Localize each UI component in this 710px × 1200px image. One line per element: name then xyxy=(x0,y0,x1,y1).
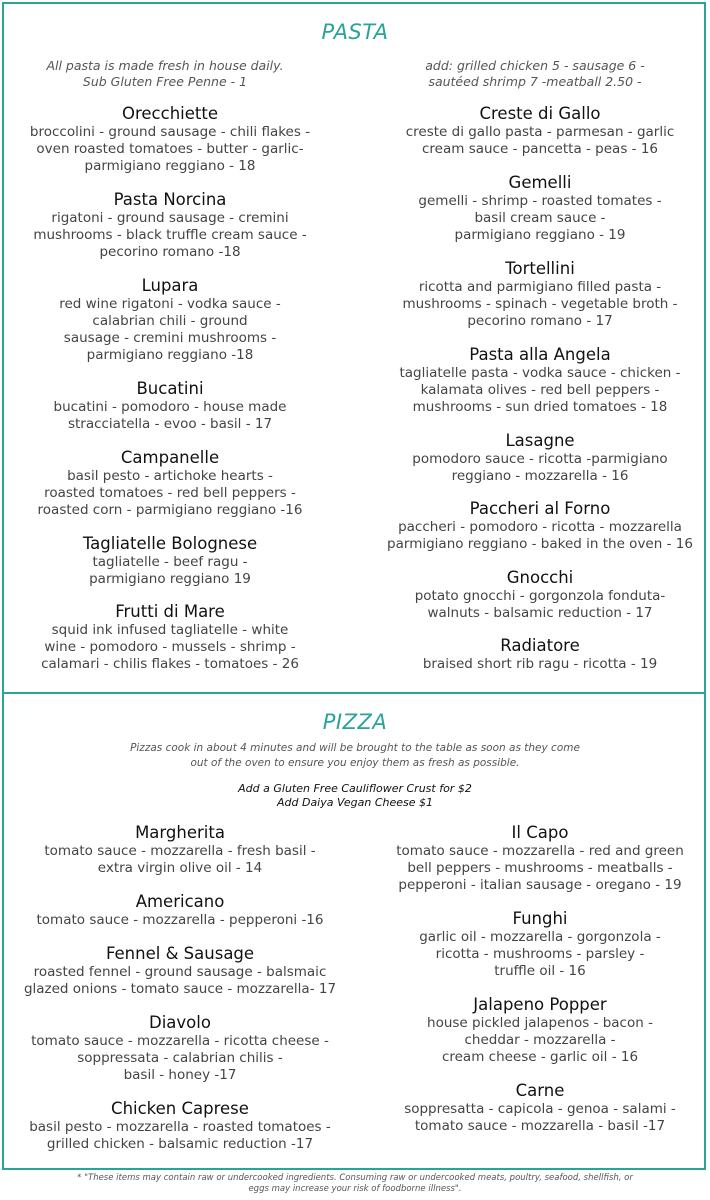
menu-item-description: tomato sauce - mozzarella - ricotta cheese - soppressata - calabrian chilis - basil - honey -17 xyxy=(31,1033,329,1083)
menu-item-name: Orecchiette xyxy=(122,104,218,123)
menu-item-name: Paccheri al Forno xyxy=(469,499,611,518)
pizza-title: PIZZA xyxy=(322,710,388,734)
menu-item-description: tomato sauce - mozzarella - fresh basil - extra virgin olive oil - 14 xyxy=(44,843,316,876)
menu-item-description: tomato sauce - mozzarella - red and green bell peppers - mushrooms - meatballs - pepperoni - italian sausage - oregano - 19 xyxy=(396,843,684,893)
allergen-disclaimer: * "These items may contain raw or undercooked ingredients. Consuming raw or undercooked meats, poultry, seafood, shellfish, or eggs may increase your risk of foodborne illness". xyxy=(77,1173,633,1194)
pasta-note-right: add: grilled chicken 5 - sausage 6 - sautéed shrimp 7 -meatball 2.50 - xyxy=(425,58,645,89)
menu-item-description: tomato sauce - mozzarella - pepperoni -16 xyxy=(36,912,324,928)
menu-item-name: Gemelli xyxy=(508,173,572,192)
menu-item-name: Americano xyxy=(135,892,225,911)
menu-item-gnocchi xyxy=(375,568,705,622)
menu-item-name: Radiatore xyxy=(500,636,580,655)
menu-item-orecchiette xyxy=(10,104,330,175)
menu-item-description: red wine rigatoni - vodka sauce - calabrian chili - ground sausage - cremini mushrooms - parmigiano reggiano -18 xyxy=(59,296,281,363)
pizza-addon-cheese: Add Daiya Vegan Cheese $1 xyxy=(276,796,434,809)
menu-item-name: Carne xyxy=(515,1081,565,1100)
menu-item-name: Creste di Gallo xyxy=(479,104,601,123)
menu-item-name: Pasta alla Angela xyxy=(469,345,611,364)
menu-item-carne xyxy=(375,1081,705,1135)
menu-item-name: Tagliatelle Bolognese xyxy=(82,534,258,553)
menu-item-description: squid ink infused tagliatelle - white wine - pomodoro - mussels - shrimp - calamari - chilis flakes - tomatoes - 26 xyxy=(41,622,299,672)
menu-item-description: roasted fennel - ground sausage - balsmaic glazed onions - tomato sauce - mozzarella- 17 xyxy=(23,964,337,997)
menu-item-paccheri-al-forno xyxy=(375,499,705,553)
menu-item-lupara xyxy=(10,276,330,364)
menu-item-name: Jalapeno Popper xyxy=(473,995,607,1014)
menu-item-description: rigatoni - ground sausage - cremini mushrooms - black truffle cream sauce - pecorino romano -18 xyxy=(33,210,307,260)
menu-item-tortellini xyxy=(375,259,705,330)
menu-item-description: garlic oil - mozzarella - gorgonzola - ricotta - mushrooms - parsley - truffle oil - 16 xyxy=(419,929,661,979)
menu-item-campanelle xyxy=(10,448,330,519)
menu-item-name: Pasta Norcina xyxy=(113,190,227,209)
menu-item-diavolo xyxy=(10,1013,350,1084)
menu-item-name: Il Capo xyxy=(511,823,569,842)
menu-item-name: Bucatini xyxy=(136,379,204,398)
menu-item-radiatore xyxy=(375,636,705,673)
menu-item-name: Frutti di Mare xyxy=(115,602,225,621)
menu-item-description: ricotta and parmigiano filled pasta - mushrooms - spinach - vegetable broth - pecorino romano - 17 xyxy=(402,279,678,329)
menu-item-name: Lupara xyxy=(141,276,199,295)
menu-item-tagliatelle-bolognese xyxy=(10,534,330,588)
pasta-note-left: All pasta is made fresh in house daily. Sub Gluten Free Penne - 1 xyxy=(46,58,284,89)
menu-item-name: Campanelle xyxy=(120,448,220,467)
menu-item-bucatini xyxy=(10,379,330,433)
menu-item-americano xyxy=(10,892,350,929)
menu-item-funghi xyxy=(375,909,705,980)
menu-item-frutti-di-mare xyxy=(10,602,330,673)
menu-item-description: house pickled jalapenos - bacon - cheddar - mozzarella - cream cheese - garlic oil - 16 xyxy=(427,1015,653,1065)
menu-item-margherita xyxy=(10,823,350,877)
menu-item-description: braised short rib ragu - ricotta - 19 xyxy=(422,656,658,672)
pizza-note: Pizzas cook in about 4 minutes and will be brought to the table as soon as they come out of the oven to ensure you enjoy them as fresh as possible. xyxy=(130,742,580,769)
menu-item-description: pomodoro sauce - ricotta -parmigiano reggiano - mozzarella - 16 xyxy=(412,451,668,484)
menu-item-name: Margherita xyxy=(135,823,225,842)
menu-item-description: tagliatelle pasta - vodka sauce - chicken - kalamata olives - red bell peppers - mushrooms - sun dried tomatoes - 18 xyxy=(399,365,681,415)
pasta-title: PASTA xyxy=(321,20,389,44)
menu-item-gemelli xyxy=(375,173,705,244)
menu-item-description: tagliatelle - beef ragu - parmigiano reggiano 19 xyxy=(89,554,251,587)
menu-item-description: broccolini - ground sausage - chili flakes - oven roasted tomatoes - butter - garlic- parmigiano reggiano - 18 xyxy=(29,124,311,174)
menu-item-creste-di-gallo xyxy=(375,104,705,158)
pizza-addon-crust: Add a Gluten Free Cauliflower Crust for $2 xyxy=(238,782,472,795)
menu-item-description: gemelli - shrimp - roasted tomates - basil cream sauce - parmigiano reggiano - 19 xyxy=(418,193,662,243)
menu-item-description: creste di gallo pasta - parmesan - garlic cream sauce - pancetta - peas - 16 xyxy=(405,124,675,157)
menu-item-pasta-norcina xyxy=(10,190,330,261)
menu-item-lasagne xyxy=(375,431,705,485)
menu-item-description: paccheri - pomodoro - ricotta - mozzarella parmigiano reggiano - baked in the oven - 16 xyxy=(387,519,693,552)
menu-item-name: Diavolo xyxy=(149,1013,211,1032)
menu-item-description: potato gnocchi - gorgonzola fonduta- walnuts - balsamic reduction - 17 xyxy=(414,588,666,621)
menu-item-description: basil pesto - artichoke hearts - roasted tomatoes - red bell peppers - roasted corn - parmigiano reggiano -16 xyxy=(37,468,303,518)
menu-item-il-capo xyxy=(375,823,705,894)
menu-item-description: basil pesto - mozzarella - roasted tomatoes - grilled chicken - balsamic reduction -17 xyxy=(29,1119,331,1152)
menu-item-description: soppresatta - capicola - genoa - salami - tomato sauce - mozzarella - basil -17 xyxy=(404,1101,676,1134)
menu-item-name: Funghi xyxy=(512,909,568,928)
menu-item-jalapeno-popper xyxy=(375,995,705,1066)
menu-item-description: bucatini - pomodoro - house made stracciatella - evoo - basil - 17 xyxy=(53,399,287,432)
menu-item-chicken-caprese xyxy=(10,1099,350,1153)
menu-item-name: Chicken Caprese xyxy=(111,1099,249,1118)
menu-item-name: Fennel & Sausage xyxy=(105,944,255,963)
menu-item-fennel-and-sausage xyxy=(10,944,350,998)
menu-item-name: Lasagne xyxy=(505,431,575,450)
menu-item-pasta-alla-angela xyxy=(375,345,705,416)
menu-item-name: Tortellini xyxy=(505,259,575,278)
menu-item-name: Gnocchi xyxy=(506,568,574,587)
